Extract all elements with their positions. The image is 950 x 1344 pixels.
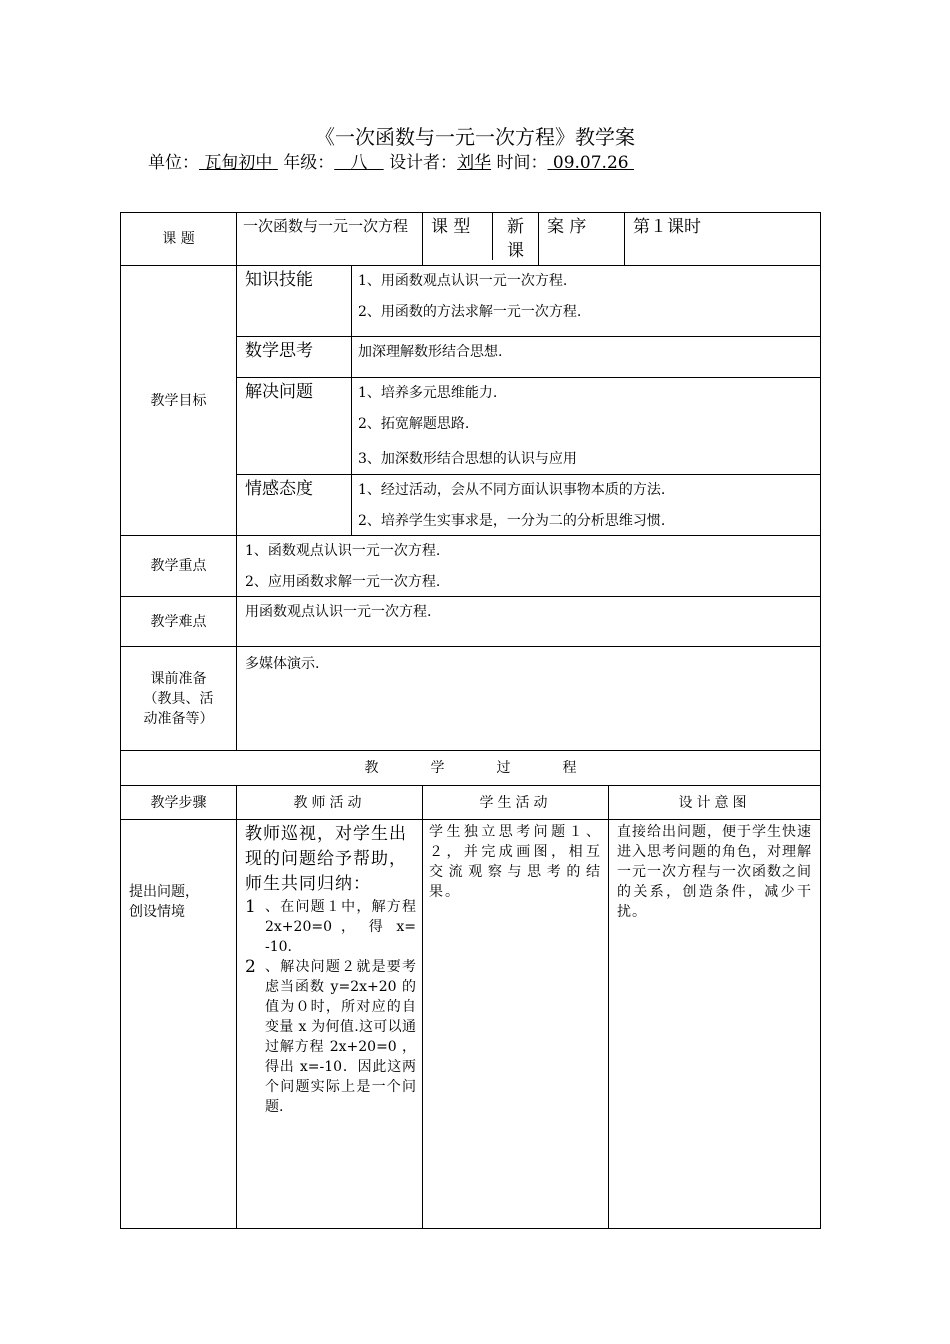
process-content-row (121, 820, 821, 1229)
topic-label: 课 题 (121, 213, 237, 266)
grade-label: 年级： (283, 153, 335, 173)
header-student: 学生活动 (423, 786, 609, 820)
preparation-text: 多媒体演示. (245, 656, 320, 672)
emotion-line-2: 2、培养学生实事求是，一分为二的分析思维习惯. (358, 513, 666, 529)
key-point-1: 1、函数观点认识一元一次方程. (245, 543, 441, 559)
designer-label: 设计者： (389, 153, 458, 173)
type-label: 课 型 (423, 213, 493, 260)
knowledge-content (352, 266, 821, 337)
document-title: 《一次函数与一元一次方程》教学案 (315, 125, 635, 149)
student-activity: 学生独立思考问题１、２，并完成画图，相互交流观察与思考的结果。 (423, 820, 609, 1229)
design-intent: 直接给出问题，便于学生快速进入思考问题的角色，对理解一元一次方程与一次函数之间的关系，创造条件，减少干扰。 (609, 820, 821, 1229)
knowledge-label: 知识技能 (237, 266, 352, 337)
document-meta (148, 152, 634, 174)
unit-label: 单位： (148, 153, 199, 173)
process-title-row (121, 751, 821, 786)
objective-knowledge-row (121, 266, 821, 337)
type-value: 新课 (507, 217, 525, 261)
thinking-label: 数学思考 (237, 337, 352, 378)
order-value: 第１课时 (625, 213, 821, 266)
topic-value: 一次函数与一元一次方程 (237, 213, 423, 266)
lesson-plan-table (120, 212, 821, 1229)
time-label: 时间： (496, 153, 548, 173)
teacher-item-2: 2 、解决问题２就是要考虑当函数 y=2x+20 的值为０时，所对应的自变量 x 为何值.这可以通过解方程 2x+20=0 ，得出 x=-10．因此这两个问题实际上是一个问题. (245, 957, 417, 1115)
order-label: 案 序 (539, 213, 625, 266)
designer-value: 刘华 (457, 153, 492, 173)
problem-line-3: 3、加深数形结合思想的认识与应用 (358, 451, 577, 467)
emotion-line-1: 1、经过活动，会从不同方面认识事物本质的方法. (358, 482, 666, 498)
process-title: 教 学 过 程 (121, 751, 821, 786)
step-cell: 提出问题， 创设情境 (121, 820, 237, 1229)
objectives-label: 教学目标 (121, 266, 237, 536)
difficulty-1: 用函数观点认识一元一次方程. (245, 604, 432, 620)
process-header-row (121, 786, 821, 820)
emotion-label: 情感态度 (237, 475, 352, 536)
header-teacher: 教师活动 (237, 786, 423, 820)
thinking-line-1: 加深理解数形结合思想. (358, 344, 503, 360)
problem-line-1: 1、培养多元思维能力. (358, 385, 498, 401)
header-steps: 教学步骤 (121, 786, 237, 820)
problem-label: 解决问题 (237, 378, 352, 475)
teacher-item-1: 1 、在问题１中，解方程 2x+20=0 ， 得 x= -10. (245, 897, 417, 955)
knowledge-line-1: 1、用函数观点认识一元一次方程. (358, 273, 568, 289)
key-point-2: 2、应用函数求解一元一次方程. (245, 574, 441, 590)
grade-value: 八 (350, 153, 368, 173)
unit-value: 瓦甸初中 (204, 153, 273, 173)
key-points-row (121, 536, 821, 597)
teacher-activity: 教师巡视，对学生出现的问题给予帮助，师生共同归纳： 1 、在问题１中，解方程 2x+20=0 ， 得 x= -10. 2 、解决问题２就是要考虑当函数 y=2x+20 的值为０时，所对应的自变量 x 为何值.这可以通过解方程 2x+20=0 ，得出 x=-10．因此这两个问题实际上是一个问题. (237, 820, 423, 1229)
preparation-label: 课前准备 （教具、活 动准备等） (121, 647, 237, 751)
key-points-label: 教学重点 (121, 536, 237, 597)
time-value: 09.07.26 (552, 153, 629, 173)
problem-line-2: 2、拓宽解题思路. (358, 416, 470, 432)
difficulties-row (121, 597, 821, 647)
difficulties-label: 教学难点 (121, 597, 237, 647)
header-design: 设计意图 (609, 786, 821, 820)
topic-row (121, 213, 821, 266)
preparation-row (121, 647, 821, 751)
knowledge-line-2: 2、用函数的方法求解一元一次方程. (358, 304, 582, 320)
